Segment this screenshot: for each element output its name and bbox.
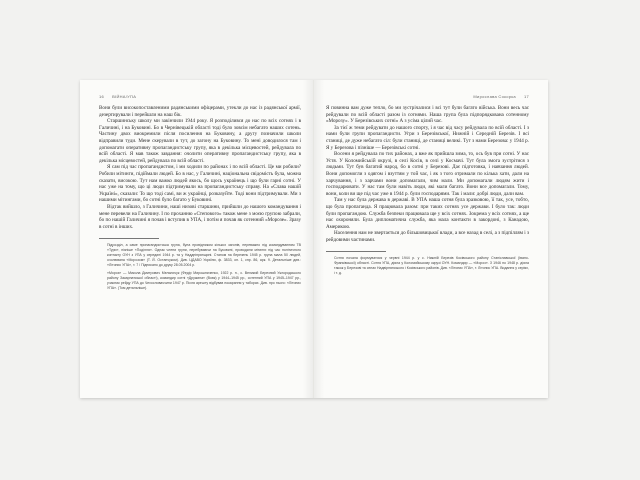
paragraph: Старшинську школу ми закінчили 1944 року. Я розподілився до нас по всіх сотнях і в Галичині, і на Буковині. Бо в Чернівецькій області тоді було зовсім небагато наших сотень. Частину двох виокремили після посилення на Буковину, а другу позначили школи відправили туди. Мене скерували в тут, до загону на Буковину. То мені доводилося там і допомагати оперативну пропагандистську групу, яка в декілька місцевостей, рейдувала по всій області. Я мав також завдання: очолити оперативну пропагандистську групу, яка в декілька місцевостей, рейдувала по всій області. [99, 118, 301, 164]
left-footnotes [99, 243, 301, 291]
footnote-text: «Мороз» — Микола Дмитрович Мельничук (Федір Мирошниченко, 1922 р. н., с. Великий Березний Ужгородського району Закарпатської області), командир сотні «Дружина» (Вовк) у 1944–1945 рр., сотенний УПА у 1945–1947 рр., учасник рейду УПА до Чехословаччини 1947 р. Після арешту відбував покарання у таборах. Див. про нього: «Літопис УПА». (Том детальніше). [107, 270, 301, 290]
footnote-text: Підрозділ, а саме пропагандистська група, була провідником кількох загонів, переважно під командуванням ТВ «Тури», пізніше «Поділля». Однак члени групи, перебуваючи на Буковині, проводили мітинги під час політичного контакту ОУН з УПА у середині 1944 р. та у Наддніпрянщині. Станом на березень 1945 р. група мала 50 людей, очолювана «Морозом» (Т. Й. Остапчуком). Див. ЦДАВО України, ф. 3833, оп. 1, спр. 86, арк. 9. Детальніше див.: «Літопис УПА», т. 7 / Підписано до друку 28.05.2004 р. [107, 243, 301, 268]
footnote [326, 256, 529, 276]
right-page-header [326, 94, 529, 102]
footnote-number [99, 271, 107, 291]
running-head: ВІЙНА/УПА [112, 94, 137, 99]
right-body-text [326, 105, 529, 243]
left-page [80, 80, 314, 398]
footnote-number [326, 256, 334, 276]
footnote-text: Сотня почала формуватися у червні 1944 р. у с. Нижній Березів Косівського району Станіславської (Івано-Франківської) області. Сотня УПА, діяла у Коломийському окрузі ОУН. Командир — «Мороз». З 1946 по 1948 р. діяла також у Березові та селах Надвірнянського і Косівського районів. Див. «Літопис УПА», т. Літопис УПА. Видання у серіях, і т. д. [334, 256, 529, 276]
paragraph: Восени я рейдувала по тих районах, а вже як прийшла зима, то, ось був при сотні. У нас Устя. У Коломийській окрузі, в селі Косів, в селі у Космачі. Тут була змога зустрітися з людьми. Тут був багатий народ, бо в сотні у Березові. Дає підготовка, і навчання людей. Вони допомогли з одягом і взуттям у той час, і як з того отримали по кілька хати, дали на харчування, і з харчами вони допомагали, чим мали. Ми допомагали людям жити і господарювати. У нас там були навіть люди, які мали багато. Вони все допомагали. Тому, вони, коли ви ще під час уже в 1944 р. були господарями. Так і мали: добрі люди, дали вам. [326, 151, 529, 197]
paragraph: Я повинна вам дуже тепло, бо ми зустрічалися і всі тут були багато війська. Вони весь час рейдували по всій області разом із сотнями. Наша група була підпорядкована сотенному «Морозу». У Березівських сотні» А з усіма цілий час. [326, 105, 529, 125]
gutter-shadow-right [314, 80, 324, 398]
footnote-rule [326, 251, 386, 252]
footnote-number [99, 243, 107, 268]
paragraph: Населення нам не звертається до більшовицької влади, а все назад в селі, а з підпіллям і з рейдовими частинами. [326, 230, 529, 243]
footnote [99, 271, 301, 291]
book-spread [80, 80, 548, 398]
paragraph: Я сам під час пропагандистом, і ми ходили по районах і по всій області. Це ми робили? Робили мітинги, підіймали людей. Бо в нас, у Галичині, національна свідомість була, можна сказати, високою. Тут нам важко людей якось, бо щось українець і що були гарні сотні. У нас уже на тому, що ці люди підтримували на пропагандистську справу. На «Слава нашій Україні», сказали: То що тоді самі, ви ж українці, розказуйте. Тоді вони підтримували. Ми з нашими мітингами, бо сотні було багато у Буковині. [99, 164, 301, 204]
page-number: 17 [523, 94, 529, 99]
paragraph: Там у нас була держава в державі. В УПА наша сотня була зразковою, її так, усе, тобто, що була пропаганда. Я працювала разом: при таких сотнях усе держави. І було так: люди були пропагандою. Служба безпеки працювала ще у всіх сотнях. Зокрема у всіх сотнях, а ще нас охороняли. Була дипломатична служба, яка мала контакти в закордоні, з Канадою, Америкою. [326, 197, 529, 230]
right-footnotes [326, 256, 529, 276]
footnote-rule [99, 238, 159, 239]
gutter-shadow-left [303, 80, 313, 398]
paragraph: За тієї ж теми рейдувати до нашого спорту, і я час від часу рейдувала по всій області. І з нами були групи пропагандисти. Угри з Березівської, Нижній і Середній Березів. І всі станиці, де дуже небагато сіл: були станиці, де станиці великі. Тут з нами Березова: у 1944 р. Я у Березова і пізніше — Березівські сотні. [326, 124, 529, 151]
right-page [314, 80, 548, 398]
left-body-text [99, 105, 301, 230]
paragraph: Відтак вийшло, з Галичини, наші низові старшини, прийшли до нашого командування і мене перевели на Галичину. І по проханню «Степового» також мене з моєю групою забрали, бо по нашій Галичині я почав і вступив в УПА, і потім я почав як сотенний «Морозе». Зразу в сотні в інших. [99, 203, 301, 230]
running-head: Мирослава Сокорка [473, 94, 516, 99]
paragraph: Вони були високопоставленими радянськими офіцерами, утекли до нас із радянської армії, дезертирували і перейшли на наш бік. [99, 105, 301, 118]
page-number: 16 [99, 94, 105, 99]
left-page-header [99, 94, 301, 102]
footnote [99, 243, 301, 268]
